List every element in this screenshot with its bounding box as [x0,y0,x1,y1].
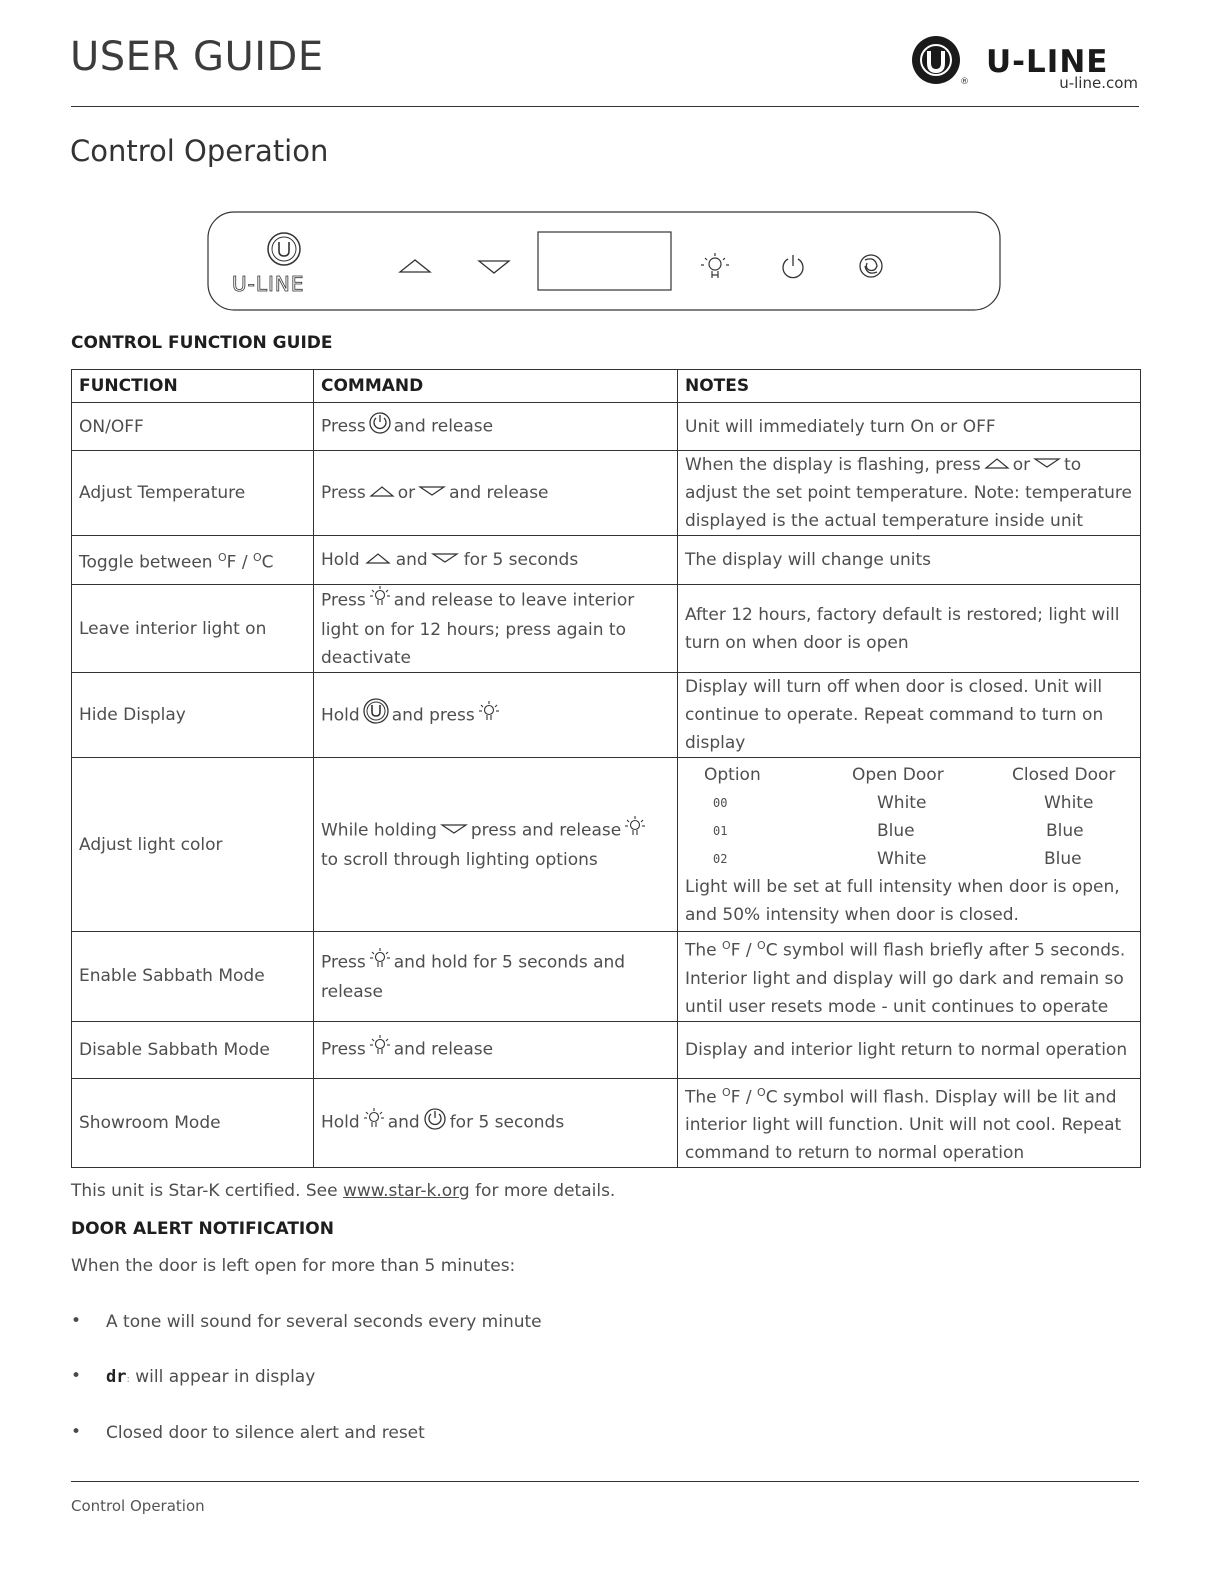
door-alert-bullet-text: will appear in display [135,1367,316,1387]
function-cell: Leave interior light on [72,585,314,673]
light-icon [624,815,646,846]
header-divider [71,106,1139,107]
command-cell [314,403,678,451]
bullet-icon: • [71,1422,82,1442]
command-cell [314,1078,678,1168]
notes-text: F / [730,1087,758,1108]
notes-cell: Unit will immediately turn On or OFF [678,403,1141,451]
table-row [72,932,1141,1022]
notes-text: to [1064,455,1082,475]
notes-text: When the display is flashing, press [685,455,981,475]
command-text: Press [321,416,366,437]
panel-logo-text: U-LINE [232,272,305,296]
notes-cell: Display will turn off when door is closed. Unit will continue to operate. Repeat command to turn on display [678,673,1141,758]
display-window [538,232,671,290]
degree-mark: O [722,939,731,952]
table-row [72,673,1141,758]
notes-cell [678,758,1141,932]
command-text: or [397,483,416,503]
uline-button-icon [363,698,389,733]
function-cell: Enable Sabbath Mode [72,932,314,1022]
option-column-header: Open Door [852,764,944,785]
light-icon [478,700,500,731]
certification-text: for more details. [469,1181,616,1201]
command-cell [314,758,678,932]
light-option-row [685,845,1133,873]
light-icon [369,585,391,616]
section-title: Control Operation [70,134,329,168]
table-row [72,451,1141,536]
star-k-link[interactable]: www.star-k.org [343,1181,470,1201]
table-row [72,403,1141,451]
command-text: and press [391,705,475,725]
notes-text: F / [730,940,758,961]
table-row [72,536,1141,585]
table-row [72,1078,1141,1168]
footer-label: Control Operation [71,1497,205,1515]
command-text: for 5 seconds [449,1112,565,1133]
function-cell: Disable Sabbath Mode [72,1021,314,1078]
table-row [72,1021,1141,1078]
column-header: NOTES [678,370,1141,403]
command-cell [314,536,678,585]
function-cell: ON/OFF [72,403,314,451]
command-text: Press [321,590,366,611]
bullet-icon: • [71,1366,82,1386]
up-arrow-icon [984,451,1010,479]
command-text: Hold [321,1112,360,1133]
option-column-header: Option [704,764,761,785]
power-icon [369,410,391,443]
down-arrow-icon [418,479,446,507]
function-cell: Showroom Mode [72,1078,314,1168]
degree-mark: O [252,550,262,564]
table-row [72,758,1141,932]
document-title: USER GUIDE [70,34,324,80]
option-closed: Blue [1046,820,1084,841]
command-cell [314,673,678,758]
notes-cell [678,932,1141,1022]
function-cell: Hide Display [72,673,314,758]
option-open: White [877,792,927,813]
notes-cell [678,451,1141,536]
light-option-row [685,817,1133,845]
command-text: Press [321,952,366,973]
command-text: and release [393,1039,494,1060]
option-open: Blue [877,820,915,841]
command-cell [314,932,678,1022]
light-option-footer: Light will be set at full intensity when door is open, and 50% intensity when door is closed. [685,876,1120,925]
function-cell [72,536,314,585]
door-alert-bullet: A tone will sound for several seconds every minute [106,1312,542,1332]
degree-mark: O [722,1085,731,1099]
footer-divider [71,1481,1139,1482]
degree-mark: O [757,939,766,952]
notes-text: C symbol will flash briefly after 5 seconds. Interior light and display will go dark and remain so until user resets mode - unit continues to operate [685,940,1126,1017]
down-arrow-icon [440,817,468,845]
notes-text: C symbol will flash. Display will be lit and interior light will function. Unit will not cool. Repeat command to return to normal operation [685,1087,1122,1164]
table-header-row [72,370,1141,403]
door-alert-heading: DOOR ALERT NOTIFICATION [71,1219,334,1239]
command-text: and hold for 5 seconds and release [321,952,626,1002]
door-alert-intro: When the door is left open for more than 5 minutes: [71,1256,516,1276]
command-text: and [387,1112,420,1133]
door-alert-bullet: dr: will appear in display [106,1367,316,1387]
light-option-header [685,761,1133,789]
brand-name: U-LINE [986,44,1109,80]
power-icon [423,1106,447,1139]
option-code: 00 [713,795,728,810]
door-alert-bullet: Closed door to silence alert and reset [106,1423,425,1443]
down-arrow-icon [1033,451,1061,479]
command-text: and release [449,483,549,503]
command-text: Press [321,483,366,503]
light-icon [363,1107,385,1138]
command-text: to scroll through lighting options [321,850,598,870]
command-cell [314,451,678,536]
light-icon [369,947,391,978]
notes-cell: After 12 hours, factory default is restored; light will turn on when door is open [678,585,1141,673]
light-icon [369,1034,391,1065]
bullet-icon: • [71,1311,82,1331]
door-display-code: dr [106,1367,127,1387]
brand-logo [910,34,1142,94]
degree-mark: O [217,550,227,564]
notes-text: adjust the set point temperature. Note: temperature displayed is the actual temperature inside unit [685,483,1132,531]
notes-text: The [685,940,723,961]
command-text: and [395,550,428,570]
notes-cell: Display and interior light return to normal operation [678,1021,1141,1078]
option-open: White [877,848,927,869]
column-header: COMMAND [314,370,678,403]
command-cell [314,585,678,673]
function-text: F / [226,552,253,573]
up-arrow-icon [363,546,393,574]
svg-text:®: ® [960,77,969,87]
command-text: for 5 seconds [463,550,579,570]
function-cell: Adjust light color [72,758,314,932]
up-arrow-icon [369,479,395,507]
function-cell: Adjust Temperature [72,451,314,536]
command-text: Press [321,1039,366,1060]
degree-mark: O [757,1085,766,1099]
option-column-header: Closed Door [1012,764,1116,785]
command-text: and release [393,416,494,437]
notes-cell [678,1078,1141,1168]
command-text: Hold [321,550,360,570]
command-text: and release to leave interior light on for 12 hours; press again to deactivate [321,590,635,668]
light-option-row [685,789,1133,817]
notes-text: or [1012,455,1031,475]
guide-heading: CONTROL FUNCTION GUIDE [71,333,333,353]
control-panel-illustration [207,211,1001,311]
brand-url: u-line.com [1059,74,1138,92]
certification-text: This unit is Star-K certified. See [71,1181,343,1201]
command-text: press and release [470,820,622,841]
control-function-table [71,369,1141,1168]
function-text: C [261,552,274,573]
certification-note [71,1181,615,1201]
command-text: Hold [321,705,360,725]
option-closed: White [1044,792,1094,813]
command-cell [314,1021,678,1078]
function-text: Toggle between [79,552,218,573]
option-code: 02 [713,851,728,866]
column-header: FUNCTION [72,370,314,403]
option-closed: Blue [1044,848,1082,869]
notes-text: The [685,1087,723,1108]
down-arrow-icon [431,546,461,574]
notes-cell: The display will change units [678,536,1141,585]
table-row [72,585,1141,673]
option-code: 01 [713,823,728,838]
command-text: While holding [321,820,437,841]
